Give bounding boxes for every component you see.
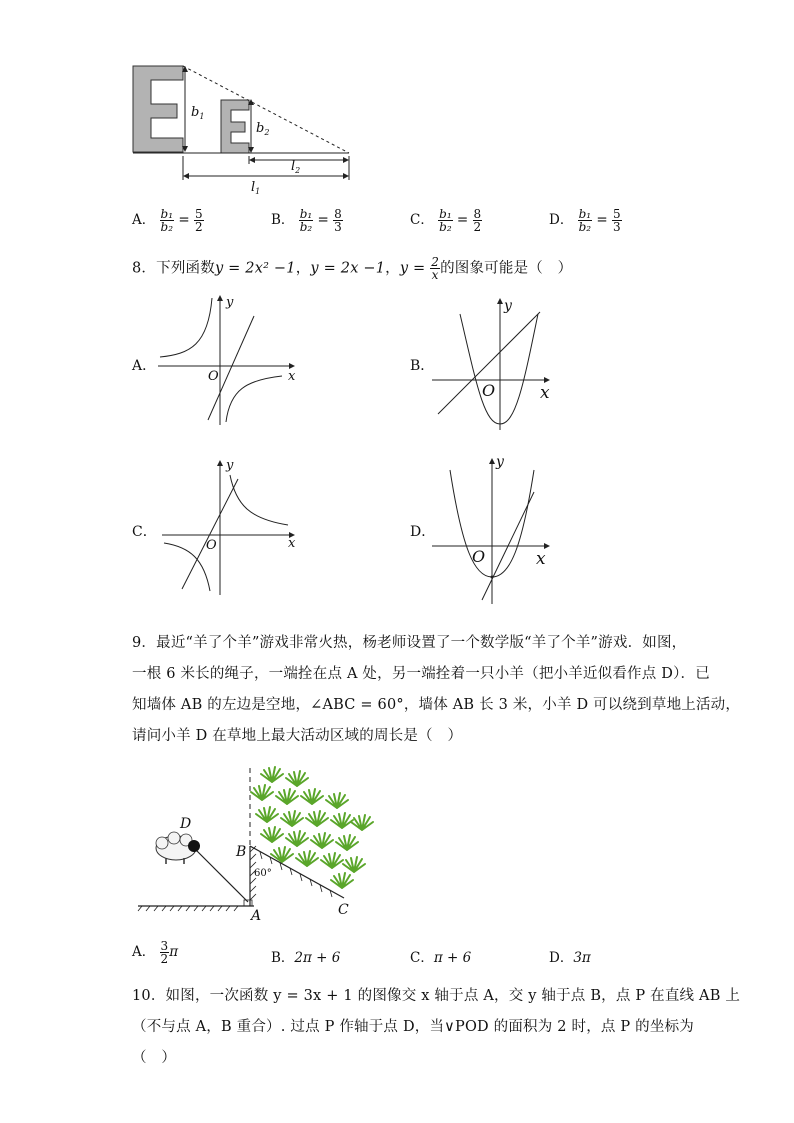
- svg-text:x: x: [536, 549, 546, 569]
- q10-line-3: （ ）: [132, 1050, 177, 1066]
- q9-line-2: 一根 6 米长的绳子，一端拴在点 A 处，另一端拴着一只小羊（把小羊近似看作点 D）．已: [132, 666, 710, 682]
- label-l2: $l_2$: [291, 159, 301, 175]
- svg-text:C: C: [338, 902, 349, 918]
- q9-line-3: 知墙体 AB 的左边是空地，∠ABC = 60°，墙体 AB 长 3 米，小羊 D 可以绕到草地上活动，: [132, 697, 741, 713]
- sight-line: [183, 66, 349, 153]
- q8-graph-d[interactable]: [428, 452, 558, 607]
- q9-line-1: 9．最近“羊了个羊”游戏非常火热，杨老师设置了一个数学版“羊了个羊”游戏．如图，: [132, 635, 687, 651]
- q8-graph-b[interactable]: [428, 292, 558, 432]
- large-e-shape: [133, 66, 183, 152]
- q10-line-1: 10．如图，一次函数 y = 3x + 1 的图像交 x 轴于点 A，交 y 轴于点 B，点 P 在直线 AB 上: [132, 988, 741, 1004]
- svg-text:O: O: [206, 538, 217, 553]
- q7-option-c[interactable]: C． $\frac{\text{b₁}}{\text{b₂}}$ = $\frac{8}{2}$: [410, 207, 482, 234]
- svg-text:x: x: [288, 536, 296, 551]
- svg-text:O: O: [482, 381, 496, 400]
- q7-option-d[interactable]: D． $\frac{\text{b₁}}{\text{b₂}}$ = $\frac{5}{3}$: [549, 207, 621, 234]
- svg-text:60°: 60°: [254, 868, 272, 879]
- q8-option-c-letter[interactable]: C．: [132, 524, 157, 540]
- q7-option-a[interactable]: A． $\frac{\text{b₁}}{\text{b₂}}$ = $\frac{5}{2}$: [132, 207, 203, 234]
- label-b2: $b_2$: [256, 121, 270, 137]
- svg-text:x: x: [288, 369, 296, 384]
- label-b1: $b_1$: [191, 105, 205, 121]
- svg-text:y: y: [226, 458, 234, 473]
- q9-option-b[interactable]: B．2π + 6: [271, 950, 341, 966]
- q8-stem: 8．下列函数y = 2x² −1，y = 2x −1，y = $\frac{2}{x}$ 的图象可能是（ ）: [132, 255, 573, 282]
- q9-option-a[interactable]: A． $\frac{3}{2}$ π: [132, 939, 179, 966]
- sheep-icon: [156, 832, 200, 864]
- q7-option-b[interactable]: B． $\frac{\text{b₁}}{\text{b₂}}$ = $\frac{8}{3}$: [271, 207, 342, 234]
- q8-graph-c[interactable]: [150, 455, 300, 600]
- svg-text:D: D: [180, 816, 192, 832]
- svg-text:y: y: [226, 295, 234, 310]
- svg-text:y: y: [496, 454, 504, 470]
- svg-text:A: A: [251, 908, 262, 924]
- q9-figure: [132, 760, 382, 925]
- q7-figure: [125, 60, 365, 200]
- svg-text:O: O: [472, 547, 486, 566]
- q8-graph-a[interactable]: [150, 290, 300, 430]
- q10-line-2: （不与点 A，B 重合）. 过点 P 作轴于点 D，当∨POD 的面积为 2 时，点 P 的坐标为: [132, 1019, 694, 1035]
- svg-text:O: O: [208, 369, 219, 384]
- small-e-shape: [221, 100, 249, 153]
- q8-option-b-letter[interactable]: B．: [410, 358, 435, 374]
- svg-text:x: x: [540, 383, 550, 403]
- q9-option-c[interactable]: C．π + 6: [410, 950, 472, 966]
- q9-line-4: 请问小羊 D 在草地上最大活动区域的周长是（ ）: [132, 728, 463, 744]
- q9-option-d[interactable]: D．3π: [549, 950, 591, 966]
- q8-option-d-letter[interactable]: D．: [410, 524, 436, 540]
- svg-text:y: y: [504, 298, 512, 314]
- label-l1: $l_1$: [251, 180, 261, 196]
- svg-text:B: B: [236, 844, 247, 860]
- q8-option-a-letter[interactable]: A．: [132, 358, 157, 374]
